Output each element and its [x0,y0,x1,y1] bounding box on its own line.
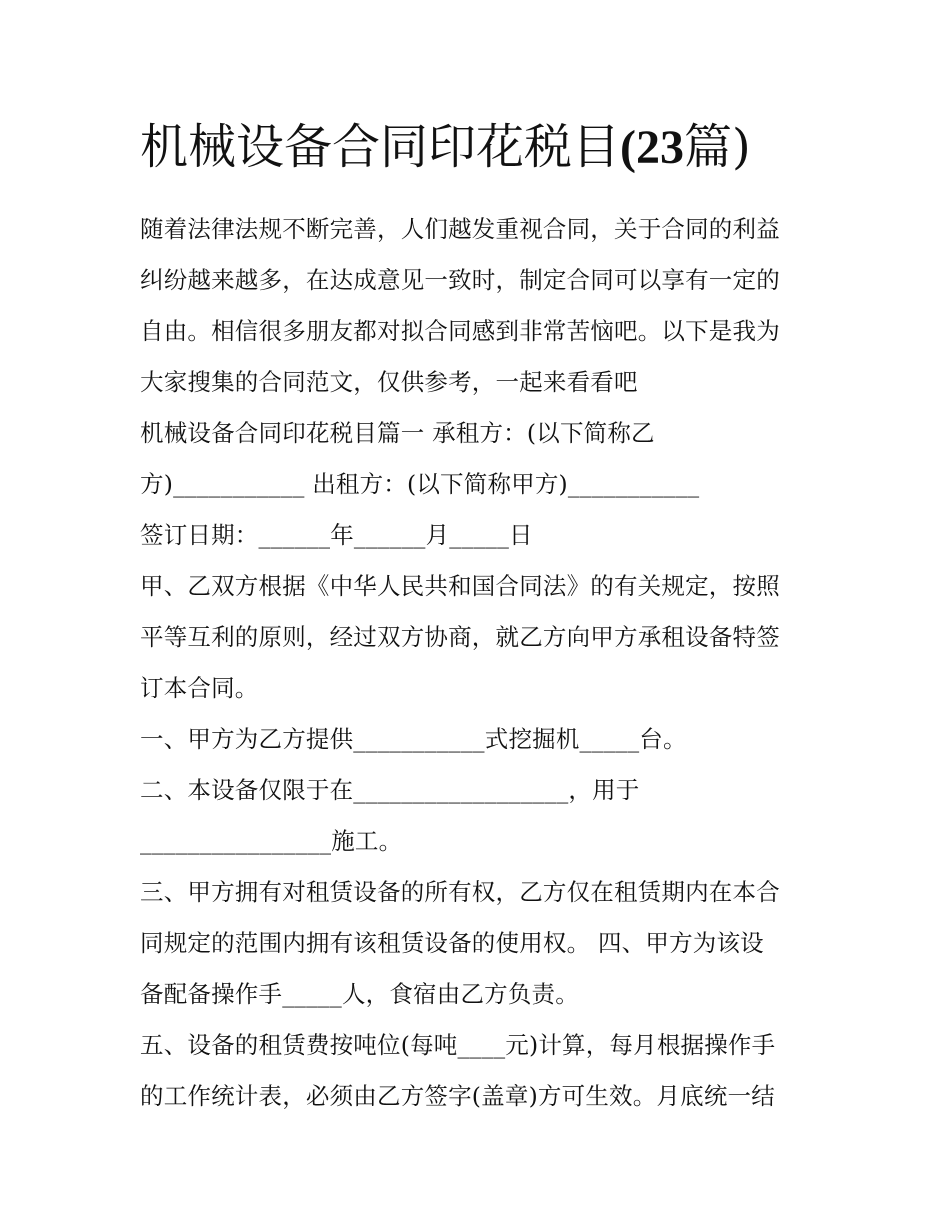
body-line: 纠纷越来越多，在达成意见一致时，制定合同可以享有一定的 [140,266,780,294]
body-line: 自由。相信很多朋友都对拟合同感到非常苦恼吧。以下是我为 [140,317,780,345]
body-line: 五、设备的租赁费按吨位(每吨____元)计算，每月根据操作手 [140,1031,776,1059]
body-line: 二、本设备仅限于在__________________，用于 [140,776,640,804]
body-line: 同规定的范围内拥有该租赁设备的使用权。 四、甲方为该设 [140,929,764,957]
document-page [140,112,820,1122]
title-suffix: 篇) [684,119,751,175]
document-title [140,112,820,182]
body-line: 三、甲方拥有对租赁设备的所有权，乙方仅在租赁期内在本合 [140,878,780,906]
body-line: 方)___________ 出租方：(以下简称甲方)___________ [140,470,700,498]
body-line: 大家搜集的合同范文，仅供参考，一起来看看吧 [140,368,638,396]
body-line: 的工作统计表，必须由乙方签字(盖章)方可生效。月底统一结 [140,1082,775,1110]
body-line: 一、甲方为乙方提供___________式挖掘机_____台。 [140,725,687,753]
title-count: (23 [620,121,684,174]
body-line: 签订日期：______年______月_____日 [140,521,533,549]
body-line: 平等互利的原则，经过双方协商，就乙方向甲方承租设备特签 [140,623,780,651]
body-line: ________________施工。 [140,827,403,855]
body-line: 机械设备合同印花税目篇一 承租方：(以下简称乙 [140,419,655,447]
body-line: 甲、乙双方根据《中华人民共和国合同法》的有关规定，按照 [140,572,780,600]
body-line: 订本合同。 [140,674,259,702]
title-main: 机械设备合同印花税目 [140,119,621,175]
body-line: 随着法律法规不断完善，人们越发重视合同，关于合同的利益 [140,215,780,243]
document-body [140,204,820,1122]
body-line: 备配备操作手_____人，食宿由乙方负责。 [140,980,579,1008]
